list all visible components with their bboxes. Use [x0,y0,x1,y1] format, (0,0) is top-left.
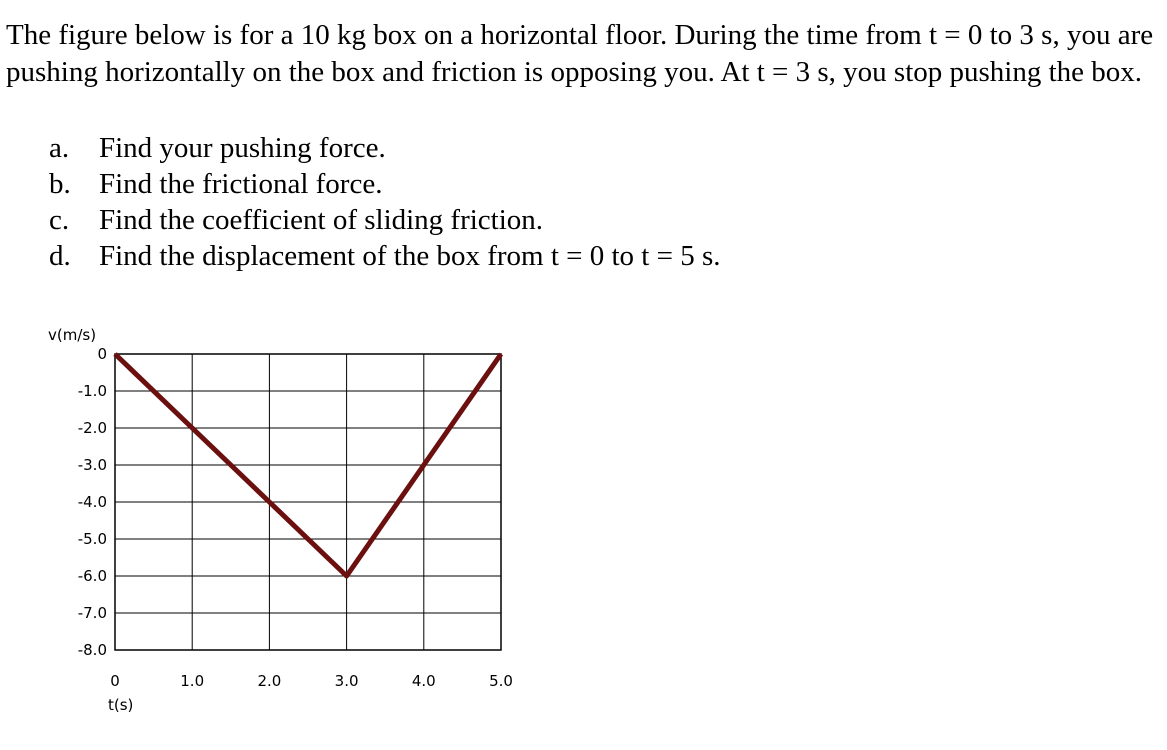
velocity-time-chart [0,310,600,730]
x-tick-label: 5.0 [489,672,513,690]
part-letter: c. [49,204,70,236]
y-axis-label: v(m/s) [48,326,97,344]
x-tick-label: 3.0 [334,672,359,690]
y-tick-label: -1.0 [77,382,107,400]
part-letter: b. [49,168,71,200]
y-tick-label: -7.0 [77,604,107,622]
part-text: Find the frictional force. [99,168,383,200]
question-part-d [49,238,721,274]
part-letter: a. [49,132,70,164]
problem-statement: The figure below is for a 10 kg box on a horizontal floor. During the time from t = 0 to 3 s, you are pushing horizontally on the box and friction is opposing you. At t = 3 s, you stop pushing the box. [6,19,1154,88]
y-tick-label: -8.0 [77,641,107,659]
part-text: Find the coefficient of sliding friction. [99,204,544,236]
x-tick-label: 2.0 [257,672,282,690]
y-tick-label: -5.0 [77,530,107,548]
y-tick-label: -2.0 [77,419,107,437]
velocity-time-graph [0,310,600,730]
x-axis-label: t(s) [108,696,134,714]
question-part-a [49,130,721,166]
question-part-b [49,166,721,202]
x-tick-label: 4.0 [411,672,436,690]
part-letter: d. [49,240,71,272]
question-parts [49,130,721,274]
part-text: Find the displacement of the box from t = 0 to t = 5 s. [99,240,721,272]
y-tick-label: -3.0 [77,456,107,474]
y-tick-label: 0 [97,345,107,363]
part-text: Find your pushing force. [99,132,386,164]
question-part-c [49,202,721,238]
y-tick-label: -4.0 [77,493,107,511]
x-tick-label: 0 [110,672,120,690]
y-tick-label: -6.0 [77,567,107,585]
x-tick-label: 1.0 [180,672,205,690]
